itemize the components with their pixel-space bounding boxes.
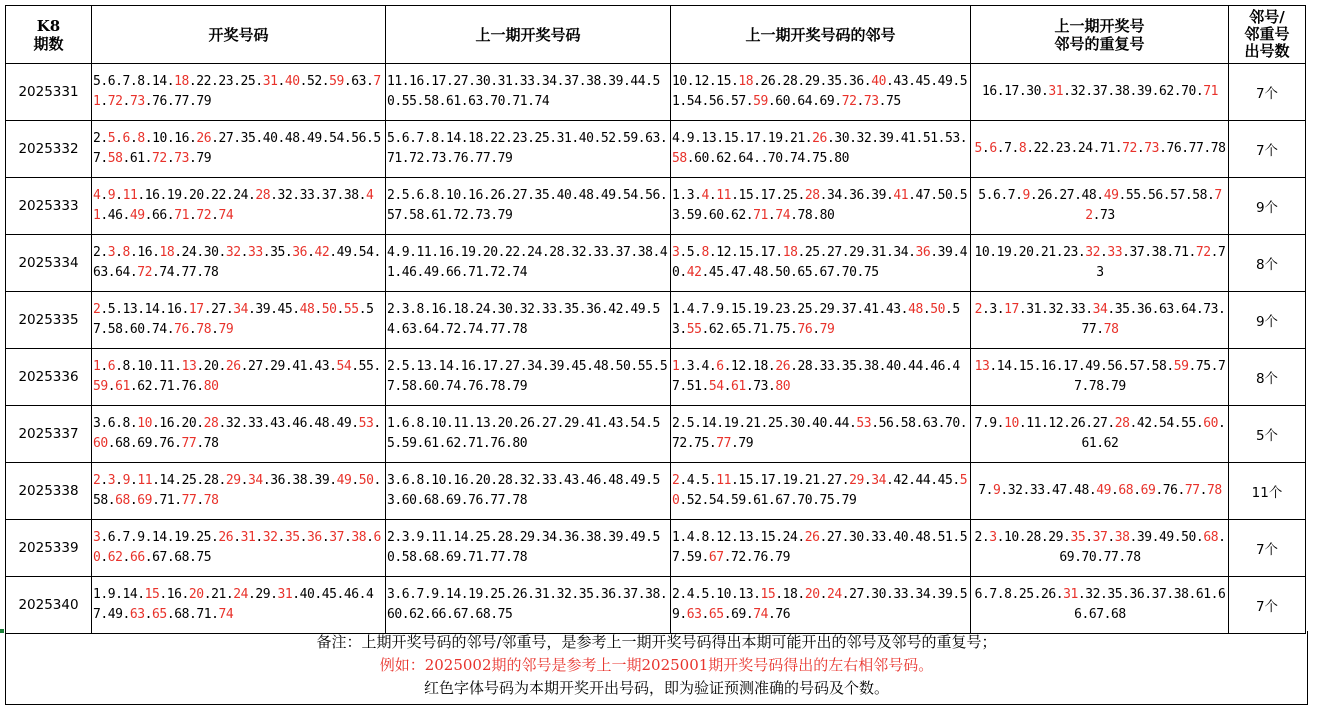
draw-numbers-cell: 2.3.9.11.14.25.28.29.34.36.38.39.49.50.58.68.69.71.77.78 xyxy=(92,463,386,520)
table-row xyxy=(6,178,1306,235)
note-line-1: 备注：上期开奖号码的邻号/邻重号，是参考上一期开奖号码得出本期可能开出的邻号及邻号的重复号； xyxy=(316,633,997,651)
hit-number: 32 xyxy=(262,530,278,545)
hit-count-cell: 9个 xyxy=(1229,178,1306,235)
hit-number: 6 xyxy=(989,141,997,156)
hit-number: 68 xyxy=(1118,483,1134,498)
header-repeat-line2: 邻号的重复号 xyxy=(1054,34,1145,53)
hit-number: 73 xyxy=(1144,141,1160,156)
hit-number: 79 xyxy=(819,322,835,337)
hit-number: 72 xyxy=(152,151,167,166)
hit-number: 31 xyxy=(277,587,293,602)
note-line-3: 红色字体号码为本期开奖开出号码，即为验证预测准确的号码及个数。 xyxy=(423,679,889,697)
hit-number: 50 xyxy=(358,473,374,488)
hit-number: 17 xyxy=(1004,302,1019,317)
table-row xyxy=(6,406,1306,463)
hit-number: 4 xyxy=(93,188,101,203)
repeat-numbers-cell: 16.17.30.31.32.37.38.39.62.70.71 xyxy=(971,64,1229,121)
hit-number: 72 xyxy=(1195,245,1211,260)
hit-number: 69 xyxy=(137,493,153,508)
period-cell: 2025332 xyxy=(6,121,92,178)
hit-number: 31 xyxy=(1048,84,1064,99)
repeat-numbers-cell: 6.7.8.25.26.31.32.35.36.37.38.61.66.67.68 xyxy=(971,577,1229,634)
hit-count-cell: 5个 xyxy=(1229,406,1306,463)
hit-number: 2 xyxy=(672,473,680,488)
hit-number: 2 xyxy=(93,473,101,488)
hit-count-cell: 8个 xyxy=(1229,349,1306,406)
hit-number: 49 xyxy=(1096,483,1112,498)
prev-draw-numbers-cell: 11.16.17.27.30.31.33.34.37.38.39.44.50.55.58.61.63.70.71.74 xyxy=(386,64,671,121)
hit-number: 59 xyxy=(1173,359,1189,374)
hit-number: 74 xyxy=(775,208,791,223)
table-row xyxy=(6,349,1306,406)
hit-number: 31 xyxy=(1063,587,1078,602)
prev-draw-numbers-cell: 3.6.7.9.14.19.25.26.31.32.35.36.37.38.60.62.66.67.68.75 xyxy=(386,577,671,634)
hit-number: 59 xyxy=(93,379,108,394)
table-row xyxy=(6,121,1306,178)
hit-number: 9 xyxy=(122,473,130,488)
hit-number: 5 xyxy=(107,131,116,146)
hit-number: 60 xyxy=(93,436,108,451)
hit-number: 8 xyxy=(137,131,145,146)
hit-number: 31 xyxy=(262,74,278,89)
hit-number: 26 xyxy=(225,359,241,374)
hit-number: 4 xyxy=(701,188,709,203)
hit-number: 55 xyxy=(343,302,359,317)
hit-number: 72 xyxy=(137,265,153,280)
hit-number: 9 xyxy=(1022,188,1030,203)
hit-number: 76 xyxy=(797,322,813,337)
hit-number: 78 xyxy=(203,493,219,508)
hit-count-cell: 8个 xyxy=(1229,235,1306,292)
hit-number: 26 xyxy=(196,131,212,146)
hit-number: 50 xyxy=(672,473,968,508)
period-cell: 2025339 xyxy=(6,520,92,577)
header-count-line2: 邻重号 xyxy=(1244,25,1290,43)
header-draw: 开奖号码 xyxy=(92,6,386,64)
draw-numbers-cell: 3.6.8.10.16.20.28.32.33.43.46.48.49.53.60.68.69.76.77.78 xyxy=(92,406,386,463)
hit-number: 60 xyxy=(93,530,381,565)
period-cell: 2025336 xyxy=(6,349,92,406)
repeat-numbers-cell: 7.9.32.33.47.48.49.68.69.76.77.78 xyxy=(971,463,1229,520)
hit-number: 28 xyxy=(255,188,271,203)
hit-number: 53 xyxy=(358,416,374,431)
header-period-line1: K8 xyxy=(36,16,61,35)
hit-count-cell: 7个 xyxy=(1229,64,1306,121)
header-period-line2: 期数 xyxy=(33,34,64,53)
hit-number: 33 xyxy=(248,245,263,260)
lottery-table xyxy=(5,5,1306,634)
hit-number: 18 xyxy=(782,245,798,260)
hit-number: 54 xyxy=(708,379,724,394)
draw-numbers-cell: 3.6.7.9.14.19.25.26.31.32.35.36.37.38.60.62.66.67.68.75 xyxy=(92,520,386,577)
hit-number: 60 xyxy=(1203,416,1219,431)
hit-number: 68 xyxy=(1203,530,1219,545)
hit-number: 17 xyxy=(188,302,204,317)
hit-number: 79 xyxy=(218,322,234,337)
hit-number: 63 xyxy=(129,607,145,622)
hit-number: 77 xyxy=(716,436,732,451)
hit-number: 36 xyxy=(915,245,931,260)
hit-number: 1 xyxy=(93,359,101,374)
hit-number: 34 xyxy=(248,473,263,488)
hit-number: 1 xyxy=(672,359,680,374)
hit-number: 3 xyxy=(93,530,101,545)
hit-number: 29 xyxy=(849,473,864,488)
hit-number: 49 xyxy=(1103,188,1119,203)
header-count-line1: 邻号/ xyxy=(1249,8,1285,26)
header-period xyxy=(6,6,92,64)
hit-number: 74 xyxy=(753,607,768,622)
neighbor-numbers-cell: 1.4.8.12.13.15.24.26.27.30.33.40.48.51.57.59.67.72.76.79 xyxy=(671,520,971,577)
hit-number: 40 xyxy=(284,74,300,89)
hit-number: 26 xyxy=(775,359,791,374)
hit-number: 74 xyxy=(218,607,234,622)
hit-number: 2 xyxy=(974,302,982,317)
hit-number: 2 xyxy=(93,302,101,317)
hit-number: 6 xyxy=(107,359,116,374)
hit-number: 6 xyxy=(122,131,130,146)
hit-number: 66 xyxy=(129,550,145,565)
hit-number: 77 xyxy=(181,493,197,508)
draw-numbers-cell: 2.3.8.16.18.24.30.32.33.35.36.42.49.54.63.64.72.74.77.78 xyxy=(92,235,386,292)
repeat-numbers-cell: 10.19.20.21.23.32.33.37.38.71.72.73 xyxy=(971,235,1229,292)
hit-number: 32 xyxy=(1085,245,1100,260)
neighbor-numbers-cell: 10.12.15.18.26.28.29.35.36.40.43.45.49.51.54.56.57.59.60.64.69.72.73.75 xyxy=(671,64,971,121)
hit-number: 77 xyxy=(181,436,197,451)
hit-number: 26 xyxy=(218,530,234,545)
note-line-2: 例如：2025002期的邻号是参考上一期2025001期开奖号码得出的左右相邻号码。 xyxy=(379,656,934,674)
hit-number: 72 xyxy=(196,208,212,223)
hit-number: 29 xyxy=(225,473,241,488)
hit-number: 24 xyxy=(233,587,248,602)
notes-box xyxy=(5,631,1308,705)
repeat-numbers-cell: 2.3.10.28.29.35.37.38.39.49.50.68.69.70.77.78 xyxy=(971,520,1229,577)
hit-number: 42 xyxy=(686,265,702,280)
hit-number: 54 xyxy=(336,359,352,374)
hit-number: 62 xyxy=(107,550,123,565)
hit-number: 35 xyxy=(284,530,300,545)
hit-number: 50 xyxy=(930,302,945,317)
hit-number: 18 xyxy=(159,245,175,260)
hit-number: 33 xyxy=(1107,245,1123,260)
hit-number: 73 xyxy=(863,94,879,109)
hit-number: 34 xyxy=(233,302,248,317)
hit-number: 28 xyxy=(1114,416,1130,431)
header-count xyxy=(1229,6,1306,64)
hit-count-cell: 7个 xyxy=(1229,121,1306,178)
hit-number: 24 xyxy=(826,587,842,602)
table-row xyxy=(6,292,1306,349)
hit-number: 28 xyxy=(203,416,219,431)
hit-number: 8 xyxy=(122,245,130,260)
prev-draw-numbers-cell: 3.6.8.10.16.20.28.32.33.43.46.48.49.53.60.68.69.76.77.78 xyxy=(386,463,671,520)
hit-number: 37 xyxy=(1092,530,1108,545)
draw-numbers-cell: 4.9.11.16.19.20.22.24.28.32.33.37.38.41.46.49.66.71.72.74 xyxy=(92,178,386,235)
neighbor-numbers-cell: 1.4.7.9.15.19.23.25.29.37.41.43.48.50.53.55.62.65.71.75.76.79 xyxy=(671,292,971,349)
hit-number: 11 xyxy=(716,473,732,488)
hit-number: 10 xyxy=(1004,416,1019,431)
header-count-line3: 出号数 xyxy=(1244,42,1290,60)
hit-number: 72 xyxy=(107,94,123,109)
neighbor-numbers-cell: 4.9.13.15.17.19.21.26.30.32.39.41.51.53.58.60.62.64..70.74.75.80 xyxy=(671,121,971,178)
hit-number: 26 xyxy=(804,530,820,545)
hit-number: 3 xyxy=(989,530,997,545)
hit-number: 9 xyxy=(992,483,1001,498)
hit-number: 49 xyxy=(336,473,352,488)
hit-number: 42 xyxy=(314,245,330,260)
neighbor-numbers-cell: 1.3.4.11.15.17.25.28.34.36.39.41.47.50.53.59.60.62.71.74.78.80 xyxy=(671,178,971,235)
period-cell: 2025333 xyxy=(6,178,92,235)
draw-numbers-cell: 2.5.13.14.16.17.27.34.39.45.48.50.55.57.58.60.74.76.78.79 xyxy=(92,292,386,349)
hit-number: 71 xyxy=(1203,84,1219,99)
hit-count-cell: 9个 xyxy=(1229,292,1306,349)
repeat-numbers-cell: 7.9.10.11.12.26.27.28.42.54.55.60.61.62 xyxy=(971,406,1229,463)
table-row xyxy=(6,577,1306,634)
hit-number: 72 xyxy=(1122,141,1137,156)
hit-number: 53 xyxy=(856,416,872,431)
hit-number: 36 xyxy=(292,245,308,260)
hit-number: 3 xyxy=(107,473,116,488)
hit-number: 26 xyxy=(812,131,827,146)
prev-draw-numbers-cell: 2.3.9.11.14.25.28.29.34.36.38.39.49.50.58.68.69.71.77.78 xyxy=(386,520,671,577)
period-cell: 2025338 xyxy=(6,463,92,520)
hit-number: 72 xyxy=(1085,188,1222,223)
hit-number: 71 xyxy=(174,208,189,223)
neighbor-numbers-cell: 1.3.4.6.12.18.26.28.33.35.38.40.44.46.47.51.54.61.73.80 xyxy=(671,349,971,406)
hit-number: 38 xyxy=(351,530,367,545)
repeat-numbers-cell: 5.6.7.8.22.23.24.71.72.73.76.77.78 xyxy=(971,121,1229,178)
hit-number: 35 xyxy=(1070,530,1086,545)
hit-number: 32 xyxy=(225,245,241,260)
hit-count-cell: 7个 xyxy=(1229,577,1306,634)
hit-number: 65 xyxy=(152,607,167,622)
hit-number: 76 xyxy=(174,322,189,337)
hit-number: 55 xyxy=(686,322,702,337)
hit-number: 36 xyxy=(307,530,322,545)
header-repeat xyxy=(971,6,1229,64)
repeat-numbers-cell: 13.14.15.16.17.49.56.57.58.59.75.77.78.79 xyxy=(971,349,1229,406)
hit-number: 80 xyxy=(203,379,219,394)
neighbor-numbers-cell: 2.4.5.11.15.17.19.21.27.29.34.42.44.45.50.52.54.59.61.67.70.75.79 xyxy=(671,463,971,520)
hit-number: 58 xyxy=(107,151,123,166)
hit-number: 37 xyxy=(329,530,344,545)
hit-number: 61 xyxy=(115,379,130,394)
hit-number: 50 xyxy=(321,302,337,317)
table-row xyxy=(6,520,1306,577)
prev-draw-numbers-cell: 1.6.8.10.11.13.20.26.27.29.41.43.54.55.59.61.62.71.76.80 xyxy=(386,406,671,463)
hit-number: 40 xyxy=(871,74,886,89)
hit-number: 73 xyxy=(129,94,145,109)
hit-number: 8 xyxy=(701,245,709,260)
prev-draw-numbers-cell: 2.3.8.16.18.24.30.32.33.35.36.42.49.54.63.64.72.74.77.78 xyxy=(386,292,671,349)
hit-number: 20 xyxy=(188,587,204,602)
table-row xyxy=(6,463,1306,520)
hit-count-cell: 7个 xyxy=(1229,520,1306,577)
hit-number: 11 xyxy=(122,188,138,203)
prev-draw-numbers-cell: 2.5.6.8.10.16.26.27.35.40.48.49.54.56.57.58.61.72.73.79 xyxy=(386,178,671,235)
prev-draw-numbers-cell: 5.6.7.8.14.18.22.23.25.31.40.52.59.63.71.72.73.76.77.79 xyxy=(386,121,671,178)
hit-number: 41 xyxy=(93,188,374,223)
hit-number: 78 xyxy=(1207,483,1222,498)
hit-number: 78 xyxy=(196,322,212,337)
header-prev-neighbors: 上一期开奖号码的邻号 xyxy=(671,6,971,64)
hit-number: 49 xyxy=(129,208,145,223)
hit-number: 13 xyxy=(974,359,990,374)
hit-number: 41 xyxy=(893,188,909,203)
hit-number: 15 xyxy=(144,587,160,602)
hit-number: 18 xyxy=(738,74,754,89)
hit-number: 59 xyxy=(753,94,768,109)
hit-count-cell: 11个 xyxy=(1229,463,1306,520)
period-cell: 2025334 xyxy=(6,235,92,292)
hit-number: 69 xyxy=(1140,483,1156,498)
hit-number: 28 xyxy=(804,188,820,203)
prev-draw-numbers-cell: 4.9.11.16.19.20.22.24.28.32.33.37.38.41.46.49.66.71.72.74 xyxy=(386,235,671,292)
hit-number: 68 xyxy=(115,493,130,508)
hit-number: 58 xyxy=(672,151,687,166)
hit-number: 72 xyxy=(841,94,857,109)
hit-number: 31 xyxy=(240,530,256,545)
hit-number: 10 xyxy=(137,416,153,431)
hit-number: 77 xyxy=(1184,483,1200,498)
hit-number: 80 xyxy=(775,379,791,394)
hit-number: 38 xyxy=(1114,530,1130,545)
hit-number: 6 xyxy=(716,359,724,374)
neighbor-numbers-cell: 2.4.5.10.13.15.18.20.24.27.30.33.34.39.59.63.65.69.74.76 xyxy=(671,577,971,634)
hit-number: 48 xyxy=(908,302,923,317)
hit-number: 74 xyxy=(218,208,234,223)
cell-cursor-mark xyxy=(0,629,4,633)
hit-number: 65 xyxy=(708,607,724,622)
hit-number: 71 xyxy=(753,208,768,223)
hit-number: 78 xyxy=(1103,322,1119,337)
period-cell: 2025337 xyxy=(6,406,92,463)
table-row xyxy=(6,235,1306,292)
table-row xyxy=(6,64,1306,121)
prev-draw-numbers-cell: 2.5.13.14.16.17.27.34.39.45.48.50.55.57.58.60.74.76.78.79 xyxy=(386,349,671,406)
hit-number: 34 xyxy=(871,473,886,488)
hit-number: 61 xyxy=(731,379,746,394)
hit-number: 63 xyxy=(686,607,702,622)
hit-number: 3 xyxy=(107,245,116,260)
period-cell: 2025335 xyxy=(6,292,92,349)
neighbor-numbers-cell: 2.5.14.19.21.25.30.40.44.53.56.58.63.70.72.75.77.79 xyxy=(671,406,971,463)
draw-numbers-cell: 1.6.8.10.11.13.20.26.27.29.41.43.54.55.59.61.62.71.76.80 xyxy=(92,349,386,406)
draw-numbers-cell: 5.6.7.8.14.18.22.23.25.31.40.52.59.63.71.72.73.76.77.79 xyxy=(92,64,386,121)
hit-number: 18 xyxy=(174,74,189,89)
hit-number: 34 xyxy=(1092,302,1108,317)
hit-number: 20 xyxy=(804,587,820,602)
repeat-numbers-cell: 2.3.17.31.32.33.34.35.36.63.64.73.77.78 xyxy=(971,292,1229,349)
hit-number: 59 xyxy=(329,74,344,89)
hit-number: 67 xyxy=(708,550,724,565)
period-cell: 2025340 xyxy=(6,577,92,634)
hit-number: 3 xyxy=(672,245,680,260)
draw-numbers-cell: 1.9.14.15.16.20.21.24.29.31.40.45.46.47.49.63.65.68.71.74 xyxy=(92,577,386,634)
hit-number: 48 xyxy=(299,302,315,317)
header-prev-draw: 上一期开奖号码 xyxy=(386,6,671,64)
header-row xyxy=(6,6,1306,64)
header-repeat-line1: 上一期开奖号 xyxy=(1054,16,1145,35)
hit-number: 71 xyxy=(93,74,381,109)
repeat-numbers-cell: 5.6.7.9.26.27.48.49.55.56.57.58.72.73 xyxy=(971,178,1229,235)
hit-number: 9 xyxy=(107,188,116,203)
draw-numbers-cell: 2.5.6.8.10.16.26.27.35.40.48.49.54.56.57.58.61.72.73.79 xyxy=(92,121,386,178)
hit-number: 8 xyxy=(1018,141,1027,156)
hit-number: 15 xyxy=(760,587,776,602)
hit-number: 73 xyxy=(174,151,189,166)
hit-number: 13 xyxy=(181,359,197,374)
hit-number: 5 xyxy=(974,141,982,156)
hit-number: 11 xyxy=(716,188,732,203)
period-cell: 2025331 xyxy=(6,64,92,121)
neighbor-numbers-cell: 3.5.8.12.15.17.18.25.27.29.31.34.36.39.40.42.45.47.48.50.65.67.70.75 xyxy=(671,235,971,292)
hit-number: 11 xyxy=(137,473,153,488)
